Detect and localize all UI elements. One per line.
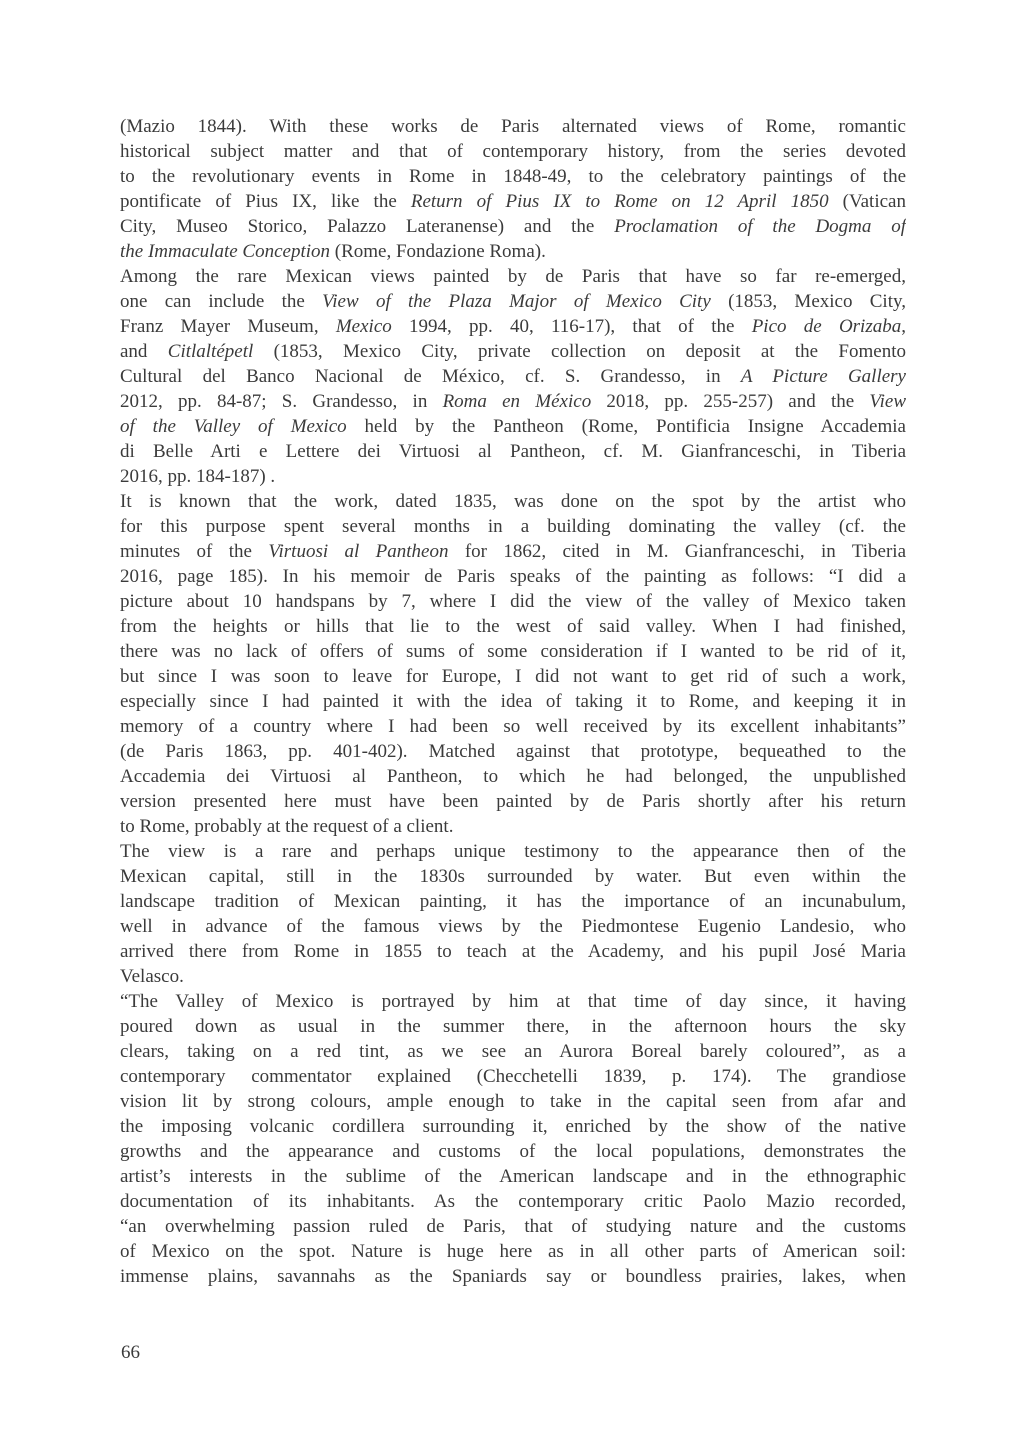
text-line: Mexican capital, still in the 1830s surrounded by water. But even within the [120, 866, 906, 887]
text-line: (Mazio 1844). With these works de Paris alternated views of Rome, romantic [120, 116, 906, 137]
text-line: The view is a rare and perhaps unique testimony to the appearance then of the [120, 841, 906, 862]
paragraph [120, 839, 906, 989]
text-line: there was no lack of offers of sums of some consideration if I wanted to be rid of it, [120, 641, 906, 662]
text-line: Velasco. [120, 966, 184, 987]
body-text [120, 114, 906, 1289]
text-line: well in advance of the famous views by the Piedmontese Eugenio Landesio, who [120, 916, 906, 937]
text-line: artist’s interests in the sublime of the American landscape and in the ethnographic [120, 1166, 906, 1187]
text-line: “an overwhelming passion ruled de Paris, that of studying nature and the customs [120, 1216, 906, 1237]
text-line: the Immaculate Conception (Rome, Fondazione Roma). [120, 241, 546, 262]
text-line: pontificate of Pius IX, like the Return of Pius IX to Rome on 12 April 1850 (Vatican [120, 191, 906, 212]
text-line: of Mexico on the spot. Nature is huge here as in all other parts of American soil: [120, 1241, 906, 1262]
text-line: “The Valley of Mexico is portrayed by him at that time of day since, it having [120, 991, 906, 1012]
text-line: Accademia dei Virtuosi al Pantheon, to which he had belonged, the unpublished [120, 766, 906, 787]
text-line: It is known that the work, dated 1835, was done on the spot by the artist who [120, 491, 906, 512]
text-line: documentation of its inhabitants. As the contemporary critic Paolo Mazio recorded, [120, 1191, 906, 1212]
text-line: 2016, page 185). In his memoir de Paris speaks of the painting as follows: “I did a [120, 566, 906, 587]
text-line: version presented here must have been painted by de Paris shortly after his return [120, 791, 906, 812]
text-line: Cultural del Banco Nacional de México, cf. S. Grandesso, in A Picture Gallery [120, 366, 906, 387]
text-line: clears, taking on a red tint, as we see an Aurora Boreal barely coloured”, as a [120, 1041, 906, 1062]
text-line: Among the rare Mexican views painted by de Paris that have so far re-emerged, [120, 266, 906, 287]
text-line: one can include the View of the Plaza Major of Mexico City (1853, Mexico City, [120, 291, 906, 312]
text-line: and Citlaltépetl (1853, Mexico City, private collection on deposit at the Fomento [120, 341, 906, 362]
text-line: memory of a country where I had been so well received by its excellent inhabitants” [120, 716, 906, 737]
text-line: but since I was soon to leave for Europe, I did not want to get rid of such a work, [120, 666, 906, 687]
text-line: historical subject matter and that of contemporary history, from the series devoted [120, 141, 906, 162]
text-line: immense plains, savannahs as the Spaniards say or boundless prairies, lakes, when [120, 1266, 906, 1287]
text-line: (de Paris 1863, pp. 401-402). Matched against that prototype, bequeathed to the [120, 741, 906, 762]
page-number: 66 [121, 1342, 140, 1363]
text-line: di Belle Arti e Lettere dei Virtuosi al Pantheon, cf. M. Gianfranceschi, in Tiberia [120, 441, 906, 462]
text-line: of the Valley of Mexico held by the Pantheon (Rome, Pontificia Insigne Accademia [120, 416, 906, 437]
text-line: Franz Mayer Museum, Mexico 1994, pp. 40, 116-17), that of the Pico de Orizaba, [120, 316, 906, 337]
text-line: 2016, pp. 184-187) . [120, 466, 276, 487]
text-line: landscape tradition of Mexican painting, it has the importance of an incunabulum, [120, 891, 906, 912]
text-line: arrived there from Rome in 1855 to teach at the Academy, and his pupil José Maria [120, 941, 906, 962]
text-line: for this purpose spent several months in a building dominating the valley (cf. the [120, 516, 906, 537]
text-line: from the heights or hills that lie to the west of said valley. When I had finished, [120, 616, 906, 637]
paragraph [120, 114, 906, 264]
text-line: poured down as usual in the summer there, in the afternoon hours the sky [120, 1016, 906, 1037]
text-line: picture about 10 handspans by 7, where I did the view of the valley of Mexico taken [120, 591, 906, 612]
text-line: to the revolutionary events in Rome in 1848-49, to the celebratory paintings of the [120, 166, 906, 187]
paragraph [120, 489, 906, 839]
text-line: growths and the appearance and customs of the local populations, demonstrates the [120, 1141, 906, 1162]
text-line: 2012, pp. 84-87; S. Grandesso, in Roma en México 2018, pp. 255-257) and the View [120, 391, 906, 412]
text-line: vision lit by strong colours, ample enough to take in the capital seen from afar and [120, 1091, 906, 1112]
paragraph [120, 264, 906, 489]
paragraph [120, 989, 906, 1289]
text-line: the imposing volcanic cordillera surrounding it, enriched by the show of the native [120, 1116, 906, 1137]
text-line: minutes of the Virtuosi al Pantheon for 1862, cited in M. Gianfranceschi, in Tiberia [120, 541, 906, 562]
text-line: to Rome, probably at the request of a client. [120, 816, 454, 837]
text-line: City, Museo Storico, Palazzo Lateranense) and the Proclamation of the Dogma of [120, 216, 906, 237]
text-line: contemporary commentator explained (Checchetelli 1839, p. 174). The grandiose [120, 1066, 906, 1087]
text-line: especially since I had painted it with the idea of taking it to Rome, and keeping it in [120, 691, 906, 712]
